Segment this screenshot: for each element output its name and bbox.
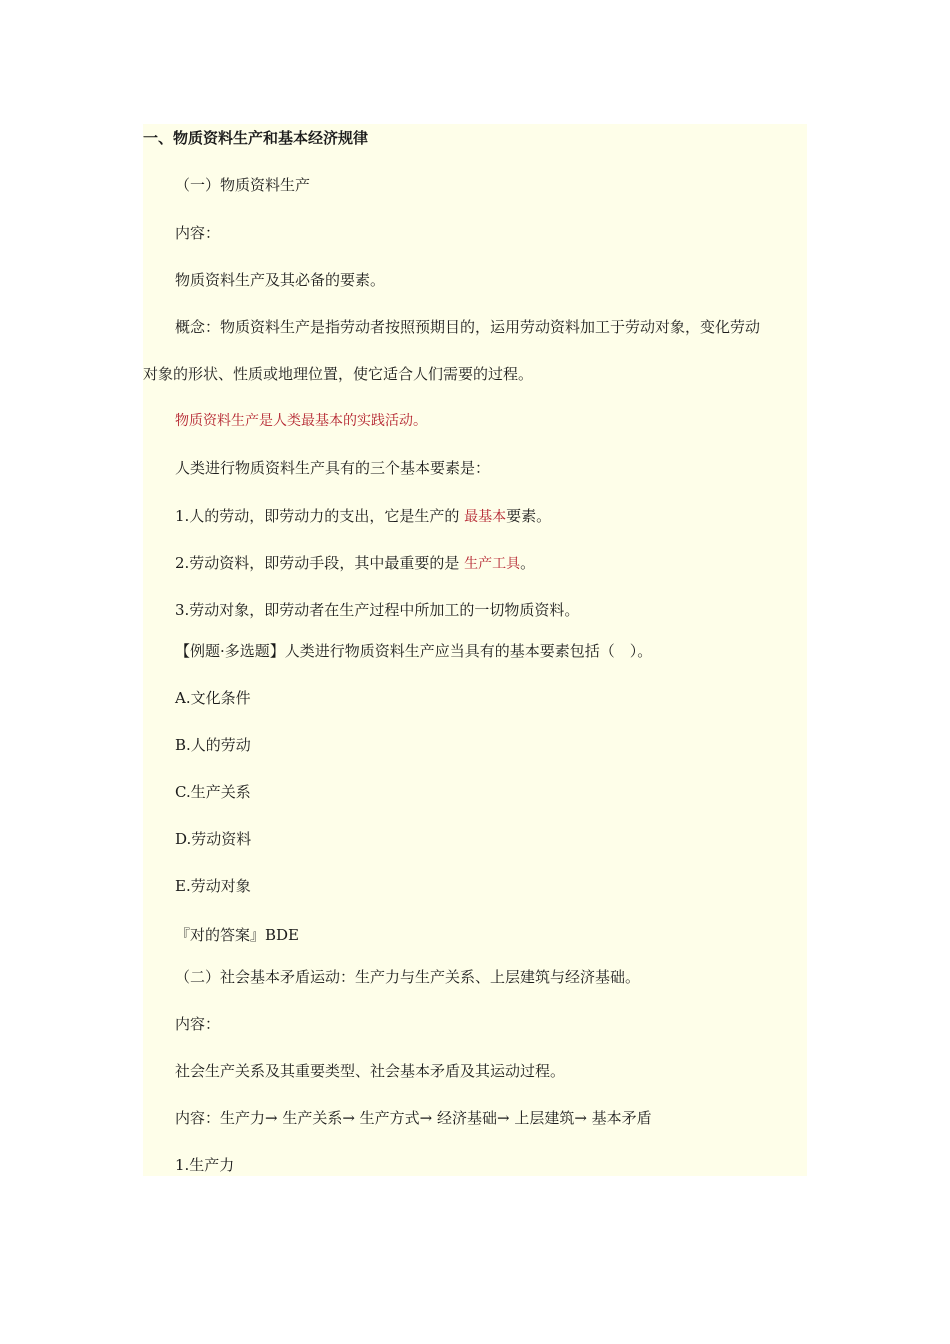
section-heading: 一、物质资料生产和基本经济规律 [143,129,369,147]
subsection-title-2: （二）社会基本矛盾运动：生产力与生产关系、上层建筑与经济基础。 [175,968,641,986]
content-label-1: 内容： [175,224,221,242]
option-d: D.劳动资料 [175,830,252,848]
example-question: 【例题·多选题】人类进行物质资料生产应当具有的基本要素包括（ ）。 [175,642,653,660]
option-b: B.人的劳动 [175,736,251,754]
content-label-2: 内容： [175,1015,221,1033]
list-item-2-highlight: 生产工具 [464,556,521,572]
concept-line-2: 对象的形状、性质或地理位置，使它适合人们需要的过程。 [143,365,534,383]
list-item-2-suffix: 。 [520,554,536,572]
subsection-title-1: （一）物质资料生产 [175,176,311,194]
option-e: E.劳动对象 [175,877,251,895]
three-elements-intro: 人类进行物质资料生产具有的三个基本要素是： [175,459,491,477]
list-item-1-suffix: 要素。 [506,507,552,525]
list-item-3: 3.劳动对象，即劳动者在生产过程中所加工的一切物质资料。 [175,601,580,619]
option-a: A.文化条件 [175,689,251,707]
highlight-statement: 物质资料生产是人类最基本的实践活动。 [175,413,427,429]
list-item-productivity: 1.生产力 [175,1156,235,1174]
answer: 『对的答案』BDE [175,926,299,944]
list-item-1-highlight: 最基本 [464,509,507,525]
concept-line-1: 概念：物质资料生产是指劳动者按照预期目的，运用劳动资料加工于劳动对象，变化劳动 [175,318,761,336]
list-item-1 [175,506,551,527]
content-text-1: 物质资料生产及其必备的要素。 [175,271,386,289]
list-item-2-prefix: 2.劳动资料，即劳动手段，其中最重要的是 [175,554,465,572]
list-item-2 [175,553,535,574]
list-item-1-prefix: 1.人的劳动，即劳动力的支出，它是生产的 [175,507,465,525]
option-c: C.生产关系 [175,783,251,801]
concept-flow: 内容：生产力→ 生产关系→ 生产方式→ 经济基础→ 上层建筑→ 基本矛盾 [175,1109,652,1127]
content-text-2: 社会生产关系及其重要类型、社会基本矛盾及其运动过程。 [175,1062,566,1080]
